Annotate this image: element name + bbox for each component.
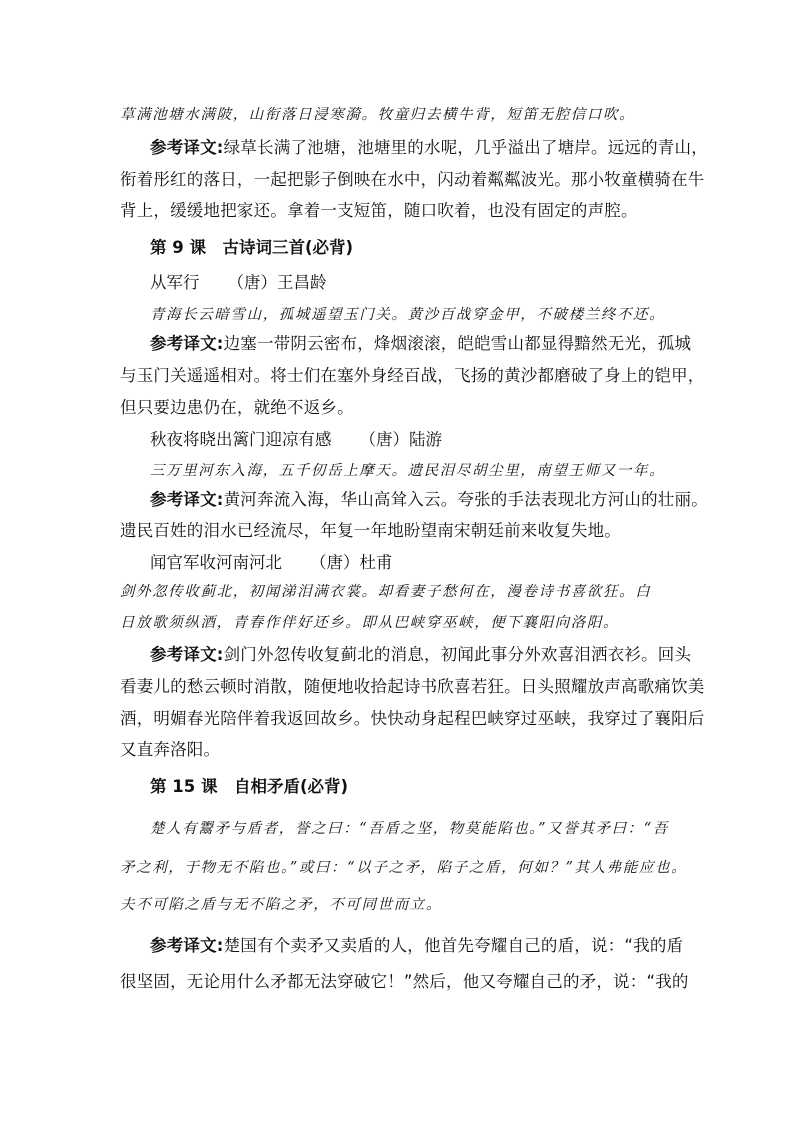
translation-line: 遗民百姓的泪水已经流尽，年复一年地盼望南宋朝廷前来收复失地。: [120, 521, 621, 540]
translation-line: 参考译文:黄河奔流入海，华山高耸入云。夸张的手法表现北方河山的壮丽。: [150, 490, 708, 509]
translation-line: 参考译文:剑门外忽传收复蓟北的消息，初闻此事分外欢喜泪洒衣衫。回头: [150, 645, 692, 664]
poem-title: 闻官军收河南河北 （唐）杜甫: [150, 553, 393, 572]
poem-text: 青海长云暗雪山，孤城遥望玉门关。黄沙百战穿金甲，不破楼兰终不还。: [150, 307, 666, 323]
translation-line: 参考译文:绿草长满了池塘，池塘里的水呢，几乎溢出了塘岸。远远的青山，: [150, 138, 708, 157]
translation-line: 酒，明媚春光陪伴着我返回故乡。快快动身起程巴峡穿过巫峡，我穿过了襄阳后: [120, 709, 705, 728]
translation-line: 与玉门关遥遥相对。将士们在塞外身经百战，飞扬的黄沙都磨破了身上的铠甲，: [120, 366, 705, 385]
poem-text: 三万里河东入海，五千仞岳上摩天。遗民泪尽胡尘里，南望王师又一年。: [150, 463, 666, 479]
translation-label: 参考译文:: [150, 490, 224, 509]
translation-label: 参考译文:: [150, 138, 224, 157]
translation-line: 看妻儿的愁云顿时消散，随便地收拾起诗书欣喜若狂。日头照耀放声高歌痛饮美: [120, 677, 705, 696]
classical-text: 夫不可陷之盾与无不陷之矛，不可同世而立。: [120, 897, 442, 913]
classical-text: 矛之利，于物无不陷也。”或曰：“以子之矛，陷子之盾，何如？”其人弗能应也。: [120, 860, 688, 876]
poem-title: 秋夜将晓出篱门迎凉有感 （唐）陆游: [150, 430, 442, 449]
poem-author: （唐）杜甫: [310, 553, 393, 572]
poem-text: 剑外忽传收蓟北，初闻涕泪满衣裳。却看妻子愁何在，漫卷诗书喜欲狂。白: [120, 584, 652, 600]
lesson-heading: 第 9 课 古诗词三首(必背): [150, 238, 354, 257]
poem-title: 从军行 （唐）王昌龄: [150, 273, 327, 292]
translation-label: 参考译文:: [150, 645, 224, 664]
translation-label: 参考译文:: [150, 936, 224, 955]
lesson-heading: 第 15 课 自相矛盾(必背): [150, 777, 349, 796]
translation-line: 衔着彤红的落日，一起把影子倒映在水中，闪动着粼粼波光。那小牧童横骑在牛: [120, 170, 705, 189]
translation-line: 参考译文:边塞一带阴云密布，烽烟滚滚，皑皑雪山都显得黯然无光，孤城: [150, 334, 692, 353]
translation-line: 但只要边患仍在，就绝不返乡。: [120, 398, 354, 417]
translation-line: 又直奔洛阳。: [120, 740, 221, 759]
translation-label: 参考译文:: [150, 334, 224, 353]
classical-text: 楚人有鬻矛与盾者，誉之曰：“吾盾之坚，物莫能陷也。”又誉其矛曰：“吾: [150, 821, 669, 837]
poem-author: （唐）王昌龄: [227, 273, 327, 292]
translation-line: 参考译文:楚国有个卖矛又卖盾的人，他首先夸耀自己的盾，说：“我的盾: [150, 936, 684, 955]
poem-author: （唐）陆游: [359, 430, 442, 449]
poem-text: 草满池塘水满陂，山衔落日浸寒漪。牧童归去横牛背，短笛无腔信口吹。: [120, 107, 636, 123]
translation-line: 背上，缓缓地把家还。拿着一支短笛，随口吹着，也没有固定的声腔。: [120, 201, 638, 220]
translation-line: 很坚固，无论用什么矛都无法穿破它！”然后，他又夸耀自己的矛，说：“我的: [120, 972, 689, 991]
poem-text: 日放歌须纵酒，青春作伴好还乡。即从巴峡穿巫峡，便下襄阳向洛阳。: [120, 615, 620, 631]
